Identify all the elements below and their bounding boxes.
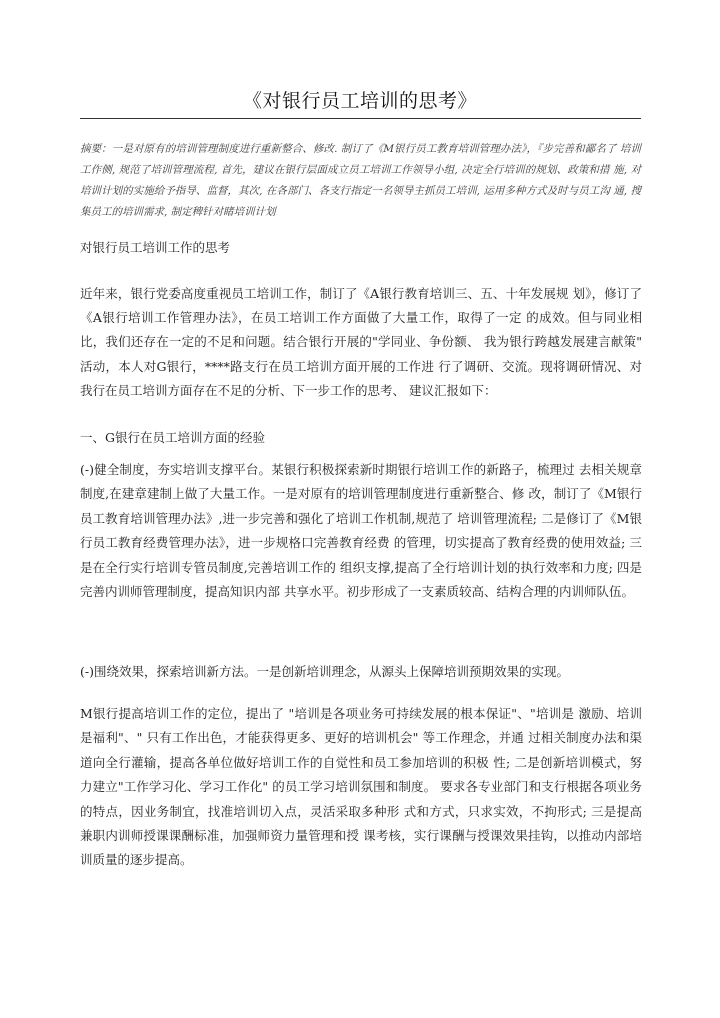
section1-paragraph-3: M银行提高培训工作的定位，提出了 "培训是各项业务可持续发展的根本保证"、"培训是 激励、培训是福利"、" 只有工作出色，才能获得更多、更好的培训机会" 等工作理念，并通 过相关制度办法和渠道向全行灌输，提高各单位做好培训工作的自觉性和员工参加培训的积极 性; 二是创新培训模式，努力建立"工作学习化、学习工作化" 的员工学习培训氛围和制度。 要求各专业部门和支行根据各项业务的特点，因业务制宜，找准培训切入点，灵活采取多种形 式和方式，只求实效，不拘形式; 三是提高兼职内训师授课课酬标准，加强师资力量管理和授 课考核，实行课酬与授课效果挂钩，以推动内部培训质量的逐步提高。 (80, 706, 642, 868)
section1-paragraph-2: (-)围绕效果，探索培训新方法。一是创新培训理念，从源头上保障培训预期效果的实现。 (80, 664, 569, 679)
section-heading-1: 一、G银行在员工培训方面的经验 (80, 430, 265, 445)
subtitle-heading: 对银行员工培训工作的思考 (80, 240, 231, 255)
title-divider (80, 118, 641, 119)
intro-paragraph: 近年来，银行党委高度重视员工培训工作，制订了《A银行教育培训三、五、十年发展规 划》，修订了《A银行培训工作管理办法》，在员工培训工作方面做了大量工作，取得了一定 的成效。但与同业相比，我们还存在一定的不足和问题。结合银行开展的"学同业、争份额、 我为银行跨越发展建言献策" 活动，本人对G银行，****路支行在员工培训方面开展的工作进 行了调研、交流。现将调研情况、对我行在员工培训方面存在不足的分析、下一步工作的思考、 建议汇报如下： (80, 286, 642, 398)
abstract-paragraph: 摘要：一是对原有的培训管理制度进行重新整合、修改. 制订了《M银行员工教育培训管理办法》，『步完善和鄙名了 培训工作侧, 规范了培训管理流程, 首先，建议在银行层面成立员工培训工作领导小组, 决定全行培训的规划、政策和措 施, 对培训计划的实施给予指导、监督，其次, 在各部门、各支行指定一名领导主抓员工培训, 运用多种方式及时与员工沟 通, 搜集员工的培训需求, 制定稗针对睹培训计划 (80, 143, 641, 218)
section1-paragraph-1: (-)健全制度，夯实培训支撑平台。某银行积极探索新时期银行培训工作的新路子，梳理过 去相关规章制度,在建章建制上做了大量工作。一是对原有的培训管理制度进行重新整合、修 改，制订了《M银行员工教育培训管理办法》,进一步完善和强化了培训工作机制,规范了 培训管理流程; 二是修订了《M银行员工教育经费管理办法》，进一步规格口完善教育经费 的管理，切实提高了教育经费的使用效益; 三是在全行实行培训专管员制度,完善培训工作的 组织支撑,提高了全行培训计划的执行效率和力度; 四是完善内训师管理制度，提高知识内部 共享水平。初步形成了一支素质较高、结构合理的内训师队伍。 (80, 462, 642, 600)
document-title: 《对银行员工培训的思考》 (242, 90, 477, 112)
